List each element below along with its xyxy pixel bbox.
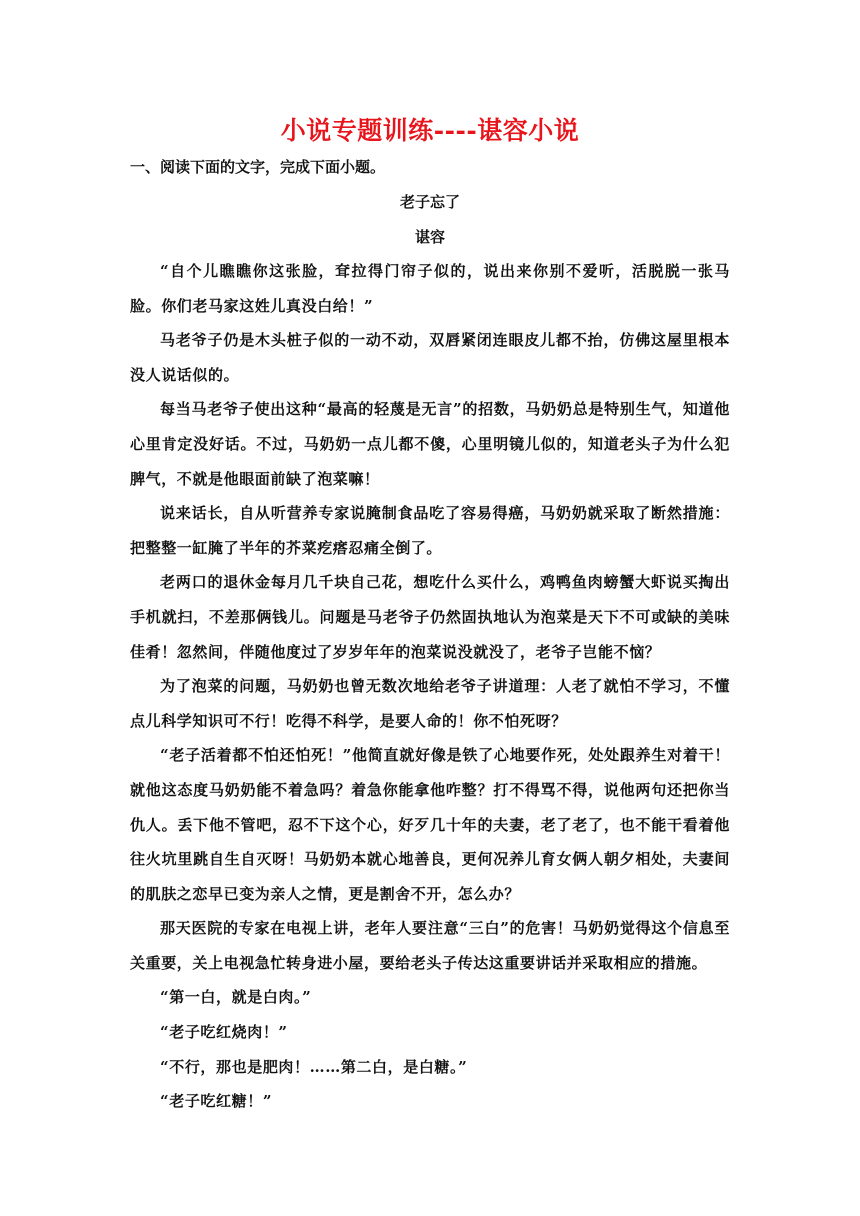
paragraph: “自个儿瞧瞧你这张脸，耷拉得门帘子似的，说出来你别不爱听，活脱脱一张马脸。你们老马家这姓儿真没白给！”	[130, 262, 730, 315]
question-intro: 一、阅读下面的文字，完成下面小题。	[130, 158, 386, 176]
story-title: 老子忘了	[399, 193, 460, 211]
author-name: 谌容	[414, 228, 445, 246]
paragraph: “老子活着都不怕还怕死！”他简直就好像是铁了心地要作死，处处跟养生对着干！就他这态度马奶奶能不着急吗？着急你能拿他咋整？打不得骂不得，说他两句还把你当仇人。丢下他不管吧，忍不下这个心，好歹几十年的夫妻，老了老了，也不能干看着他往火坑里跳自生自灭呀！马奶奶本就心地善良，更何况养儿育女俩人朝夕相处，夫妻间的肌肤之恋早已变为亲人之情，更是割舍不开，怎么办？	[130, 746, 730, 903]
dialogue-line: “老子吃红糖！”	[160, 1092, 273, 1111]
paragraph: 说来话长，自从听营养专家说腌制食品吃了容易得癌，马奶奶就采取了断然措施：把整整一缸腌了半年的芥菜疙瘩忍痛全倒了。	[130, 504, 730, 557]
paragraph: 为了泡菜的问题，马奶奶也曾无数次地给老爷子讲道理：人老了就怕不学习，不懂点儿科学知识可不行！吃得不科学，是要人命的！你不怕死呀？	[130, 677, 730, 730]
dialogue-line: “不行，那也是肥肉！……第二白，是白糖。”	[160, 1057, 468, 1076]
paragraph: 老两口的退休金每月几千块自己花，想吃什么买什么，鸡鸭鱼肉螃蟹大虾说买掏出手机就扫，不差那俩钱儿。问题是马老爷子仍然固执地认为泡菜是天下不可或缺的美味佳肴！忽然间，伴随他度过了岁岁年年的泡菜说没就没了，老爷子岂能不恼？	[130, 573, 730, 661]
paragraph: 每当马老爷子使出这种“最高的轻蔑是无言”的招数，马奶奶总是特别生气，知道他心里肯定没好话。不过，马奶奶一点儿都不傻，心里明镜儿似的，知道老头子为什么犯脾气，不就是他眼面前缺了泡菜嘛！	[130, 400, 730, 488]
page-title: 小说专题训练----谌容小说	[280, 116, 580, 145]
paragraph: 那天医院的专家在电视上讲，老年人要注意“三白”的危害！马奶奶觉得这个信息至关重要，关上电视急忙转身进小屋，要给老头子传达这重要讲话并采取相应的措施。	[130, 919, 730, 972]
story-body	[130, 254, 730, 1119]
paragraph: 马老爷子仍是木头桩子似的一动不动，双唇紧闭连眼皮儿都不抬，仿佛这屋里根本没人说话似的。	[130, 331, 730, 384]
dialogue-line: “第一白，就是白肉。”	[160, 988, 312, 1007]
dialogue-line: “老子吃红烧肉！”	[160, 1023, 288, 1042]
